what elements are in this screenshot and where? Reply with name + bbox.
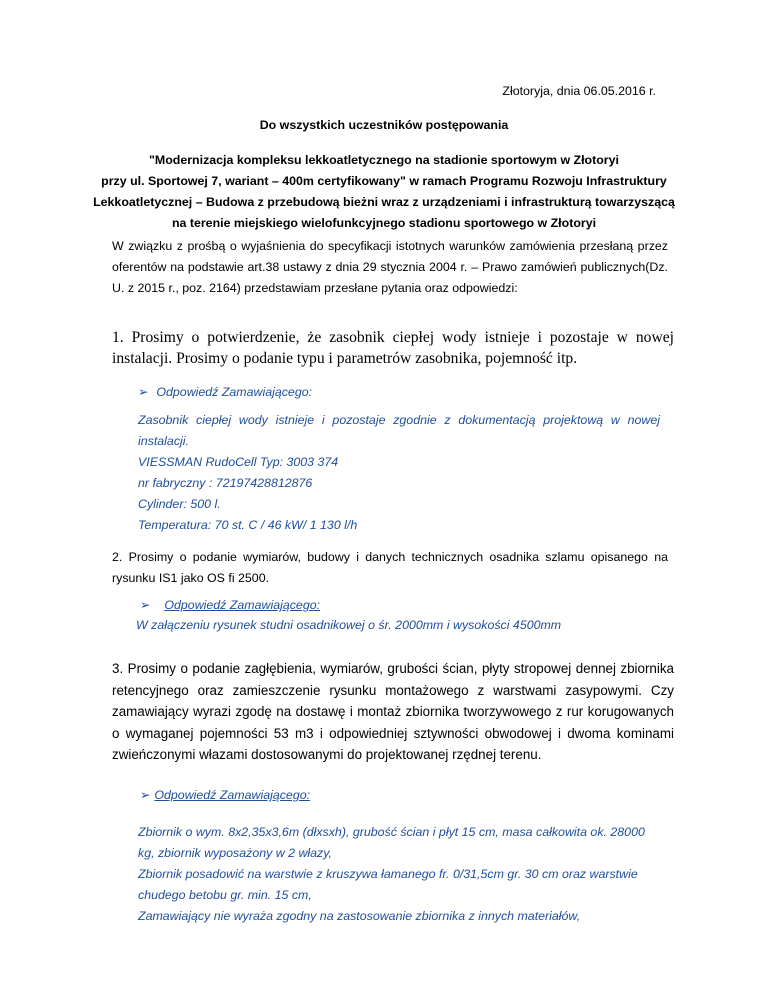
date-line: Złotoryja, dnia 06.05.2016 r. xyxy=(502,84,656,98)
arrow-bullet-icon: ➢ xyxy=(138,385,149,399)
answer-line: kg, zbiornik wyposażony w 2 włazy, xyxy=(138,846,332,860)
title-line: "Modernizacja kompleksu lekkoatletycznego na stadionie sportowym w Złotoryi xyxy=(149,153,619,167)
answer-line: Zasobnik ciepłej wody istnieje i pozostaje zgodnie z dokumentacją projektową w nowej instalacji. xyxy=(138,413,660,448)
answer-label-text: Odpowiedź Zamawiającego: xyxy=(154,788,311,802)
answer-3-label xyxy=(140,787,310,802)
answer-3-body xyxy=(138,822,678,927)
answer-label-text: Odpowiedź Zamawiającego: xyxy=(164,598,321,612)
answer-line: VIESSMAN RudoCell Typ: 3003 374 xyxy=(138,455,339,469)
answer-line: Zbiornik o wym. 8x2,35x3,6m (dłxsxh), grubość ścian i płyt 15 cm, masa całkowita ok. 28000 xyxy=(138,825,645,839)
arrow-bullet-icon: ➢ xyxy=(140,788,151,802)
question-3: 3. Prosimy o podanie zagłębienia, wymiarów, grubości ścian, płyty stropowej dennej zbiornika retencyjnego oraz zamieszczenie rysunku montażowego z warstwami zasypowymi. Czy zamawiający wyrazi zgodę na dostawę i montaż zbiornika tworzywowego z rur korugowanych o wymaganej pojemności 53 m3 i odpowiedniej sztywności obwodowej i dwoma kominami zwieńczonymi włazami dostosowanymi do projektowanej rzędnej terenu. xyxy=(112,661,674,762)
answer-1-label xyxy=(138,384,312,399)
answer-line: Zbiornik posadowić na warstwie z kruszywa łamanego fr. 0/31,5cm gr. 30 cm oraz warstwie xyxy=(138,867,638,881)
answer-line: Zamawiający nie wyraża zgodny na zastosowanie zbiornika z innych materiałów, xyxy=(138,909,581,923)
question-1: 1. Prosimy o potwierdzenie, że zasobnik ciepłej wody istnieje i pozostaje w nowej instalacji. Prosimy o podanie typu i parametrów zasobnika, pojemność itp. xyxy=(112,329,674,367)
title-line: przy ul. Sportowej 7, wariant – 400m certyfikowany" w ramach Programu Rozwoju Infrastruktury xyxy=(101,174,667,188)
title-line: na terenie miejskiego wielofunkcyjnego stadionu sportowego w Złotoryi xyxy=(171,216,597,230)
procurement-title xyxy=(70,150,698,234)
answer-1-body xyxy=(138,410,660,536)
answer-line: Cylinder: 500 l. xyxy=(138,497,221,511)
intro-paragraph: W związku z prośbą o wyjaśnienia do specyfikacji istotnych warunków zamówienia przesłaną przez oferentów na podstawie art.38 ustawy z dnia 29 stycznia 2004 r. – Prawo zamówień publicznych(Dz. U. z 2015 r., poz. 2164) przedstawiam przesłane pytania oraz odpowiedzi: xyxy=(112,239,668,295)
answer-2-label xyxy=(140,597,320,612)
answer-line: Temperatura: 70 st. C / 46 kW/ 1 130 l/h xyxy=(138,518,358,532)
addressee: Do wszystkich uczestników postępowania xyxy=(259,118,509,132)
answer-label-text: Odpowiedź Zamawiającego: xyxy=(156,385,313,399)
title-line: Lekkoatletycznej – Budowa z przebudową bieżni wraz z urządzeniami i infrastrukturą towarzyszącą xyxy=(93,195,675,209)
arrow-bullet-icon: ➢ xyxy=(140,598,151,612)
answer-2-body: W załączeniu rysunek studni osadnikowej o śr. 2000mm i wysokości 4500mm xyxy=(136,618,562,632)
answer-line: chudego betobu gr. min. 15 cm, xyxy=(138,888,312,902)
question-2: 2. Prosimy o podanie wymiarów, budowy i danych technicznych osadnika szlamu opisanego na rysunku IS1 jako OS fi 2500. xyxy=(112,550,668,585)
answer-line: nr fabryczny : 72197428812876 xyxy=(138,476,313,490)
